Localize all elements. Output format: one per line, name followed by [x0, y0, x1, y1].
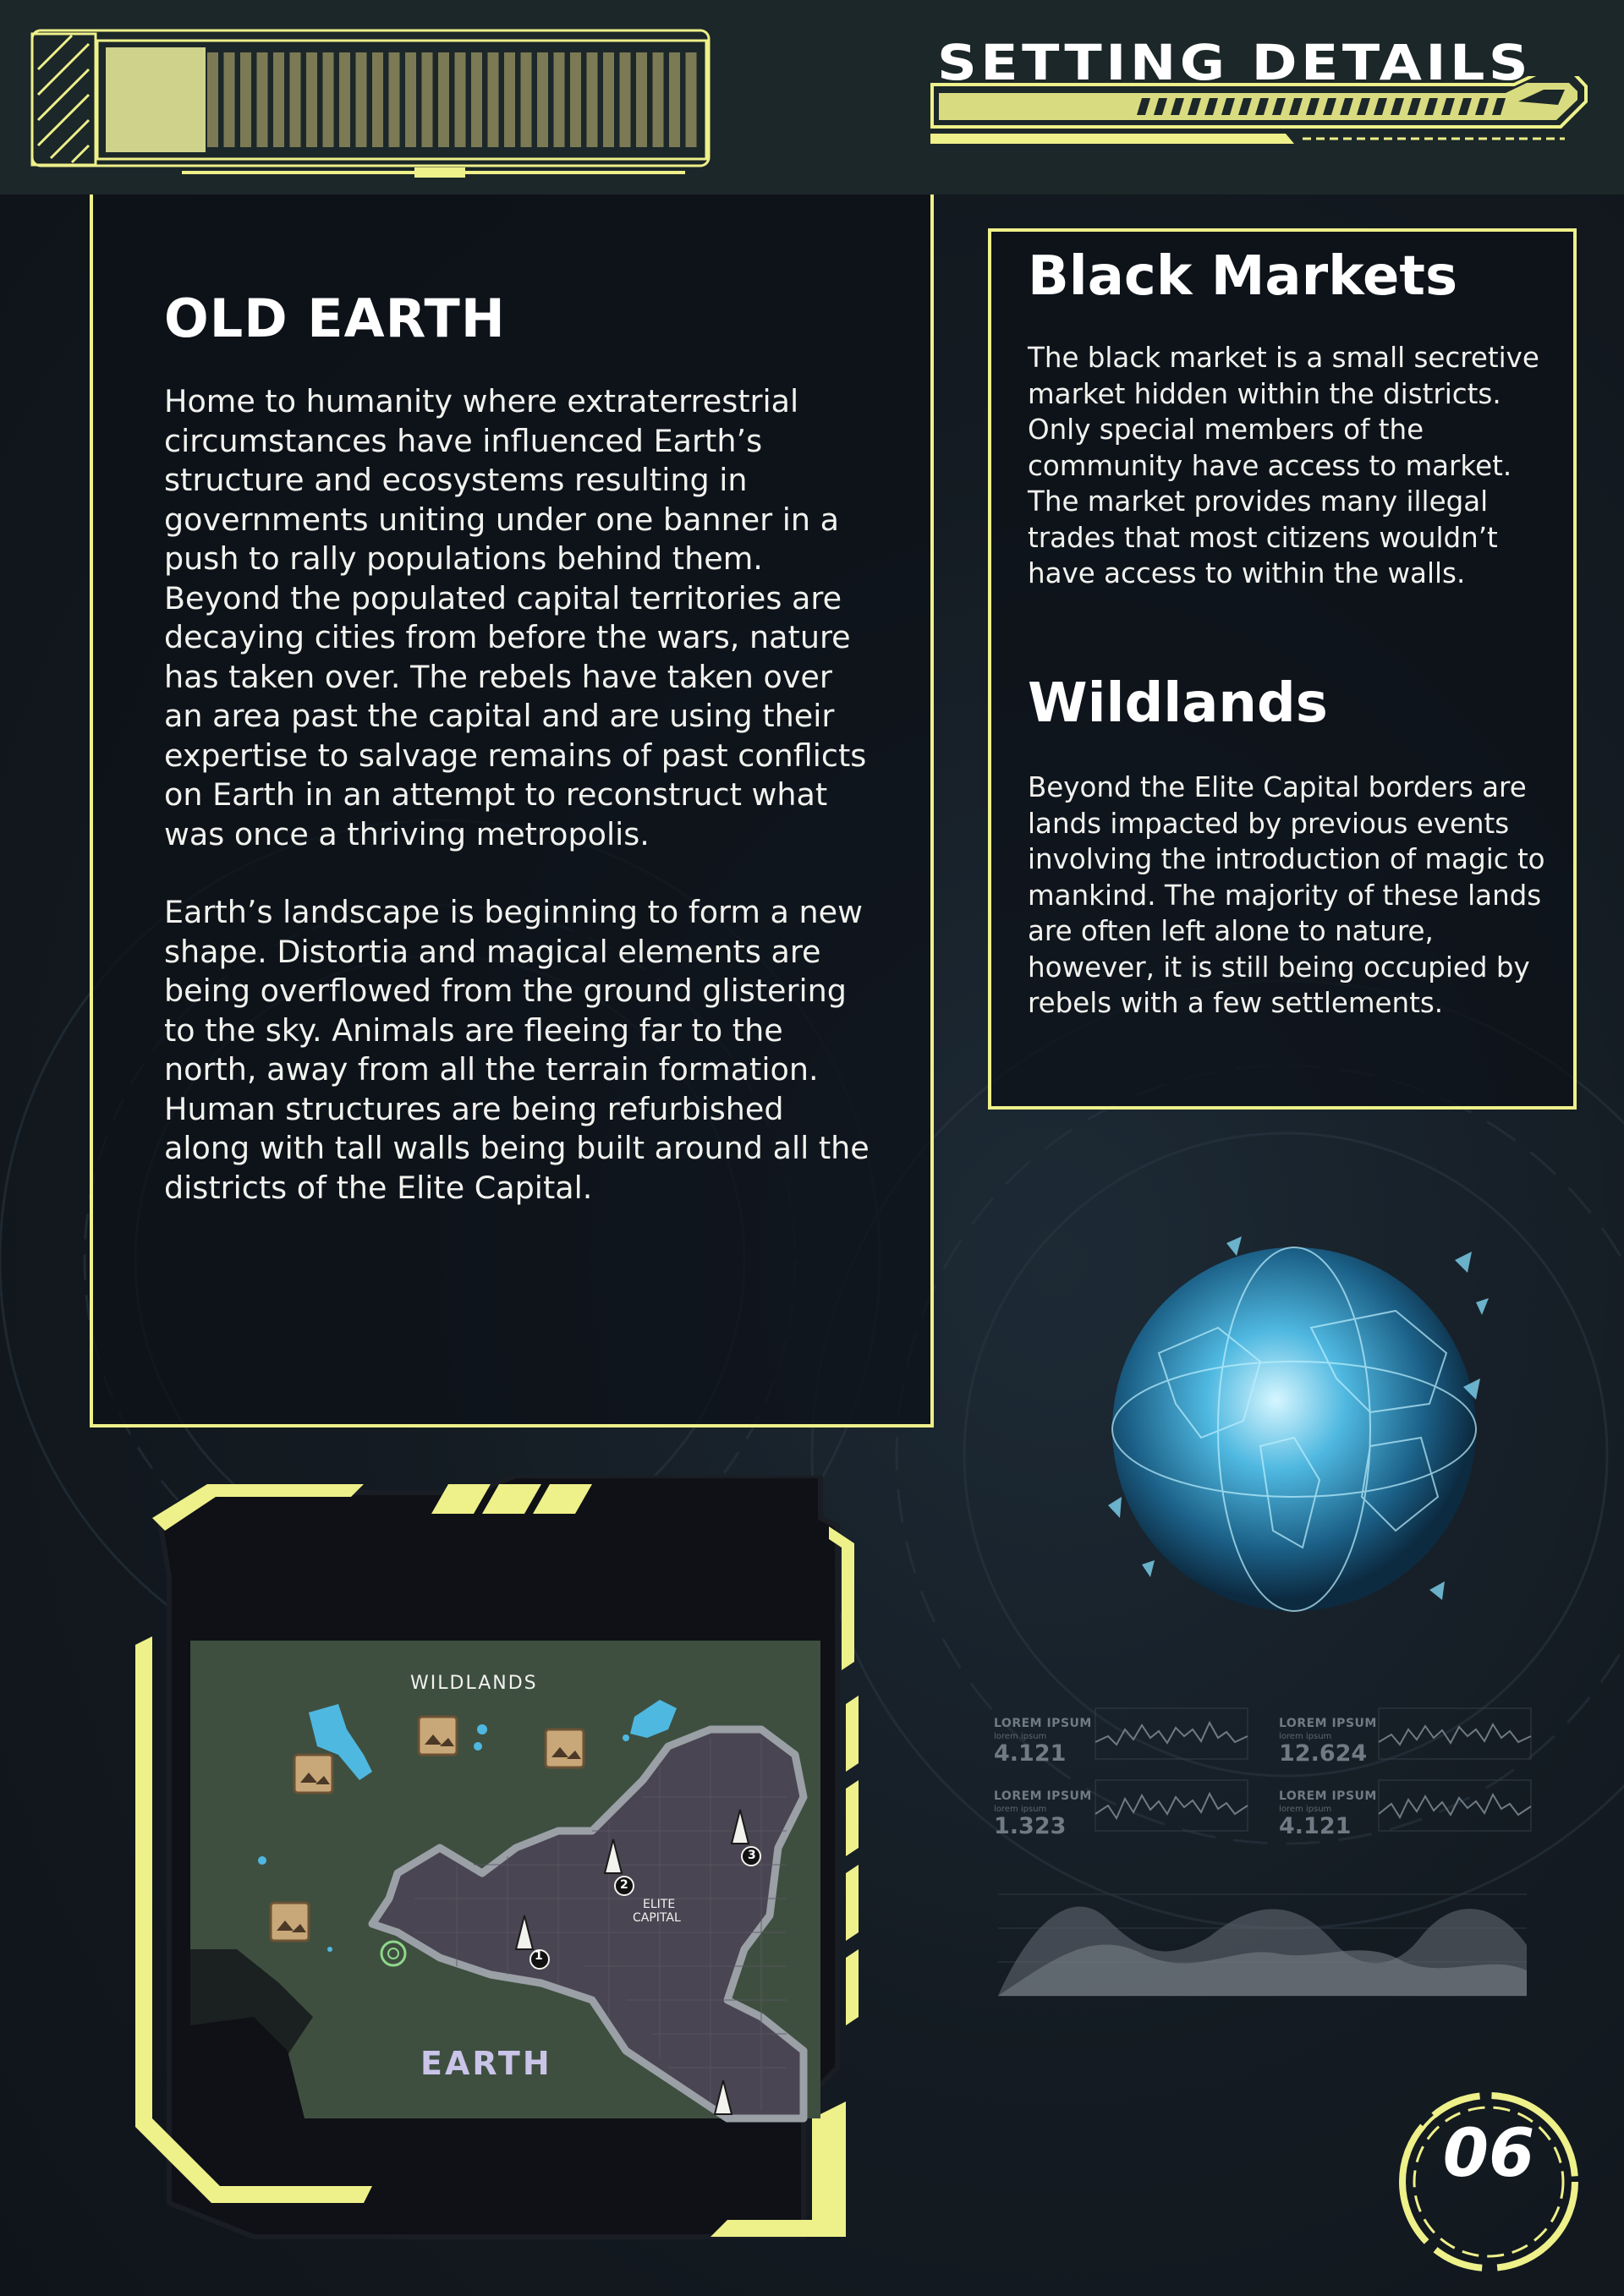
stat-3-value: 1.323	[994, 1813, 1067, 1839]
old-earth-paragraph-1: Home to humanity where extraterrestrial circumstances have influenced Earth’s structure and ecosystems resulting in governments uniting under one banner in a push to rally populations behind them. Beyond the populated capital territories are decaying cities from before the wars, nature has taken over. The rebels have taken over an area past the capital and are using their expertise to salvage remains of past conflicts on Earth in an attempt to reconstruct what was once a thriving metropolis.	[164, 383, 867, 852]
old-earth-paragraph-2: Earth’s landscape is beginning to form a new shape. Distortia and magical elements are being overflowed from the ground glistering to the sky. Animals are fleeing far to the north, away from all the terrain formation. Human structures are being refurbished along with tall walls being built around all the districts of the Elite Capital.	[164, 894, 870, 1206]
stat-4-sub: lorem ipsum	[1279, 1805, 1332, 1814]
black-markets-heading: Black Markets	[1028, 245, 1458, 308]
globe-icon	[1091, 1226, 1497, 1632]
old-earth-body	[164, 382, 875, 1208]
wildlands-heading: Wildlands	[1028, 672, 1328, 735]
old-earth-heading: OLD EARTH	[164, 288, 506, 349]
wave-chart-decoration	[998, 1869, 1527, 2004]
stat-2-value: 12.624	[1279, 1740, 1368, 1767]
map-label-wildlands: WILDLANDS	[410, 1673, 538, 1694]
stat-3-label: LOREM IPSUM	[994, 1789, 1092, 1803]
stat-1-label: LOREM IPSUM	[994, 1717, 1092, 1730]
map-label-earth: EARTH	[420, 2045, 552, 2082]
hud-progress-bar	[25, 19, 719, 184]
wildlands-body: Beyond the Elite Capital borders are lands impacted by previous events involving the introduction of magic to mankind. The majority of these lands are often left alone to nature, however, it is still being occupied by rebels with a few settlements.	[1028, 771, 1545, 1019]
stat-3-sub: lorem ipsum	[994, 1805, 1047, 1814]
stat-4-label: LOREM IPSUM	[1279, 1789, 1377, 1803]
stat-1-sub: lorem ipsum	[994, 1732, 1047, 1741]
stat-1-value: 4.121	[994, 1740, 1067, 1767]
map-label-capital-1: ELITE	[643, 1898, 676, 1911]
black-markets-body: The black market is a small secretive market hidden within the districts. Only special members of the community have access to market. The market provides many illegal trades that most citizens wouldn’t have access to within the walls.	[1028, 342, 1539, 589]
map-marker-1: 1	[535, 1949, 543, 1963]
stat-2-sub: lorem ipsum	[1279, 1732, 1332, 1741]
stat-4-value: 4.121	[1279, 1813, 1352, 1839]
stat-2-label: LOREM IPSUM	[1279, 1717, 1377, 1730]
map-label-capital-2: CAPITAL	[633, 1911, 681, 1925]
map-marker-3: 3	[748, 1849, 756, 1862]
map-frame	[118, 1476, 897, 2254]
page-title: SETTING DETAILS	[937, 34, 1533, 91]
page-number: 06	[1442, 2116, 1535, 2192]
map-marker-2: 2	[620, 1878, 628, 1892]
